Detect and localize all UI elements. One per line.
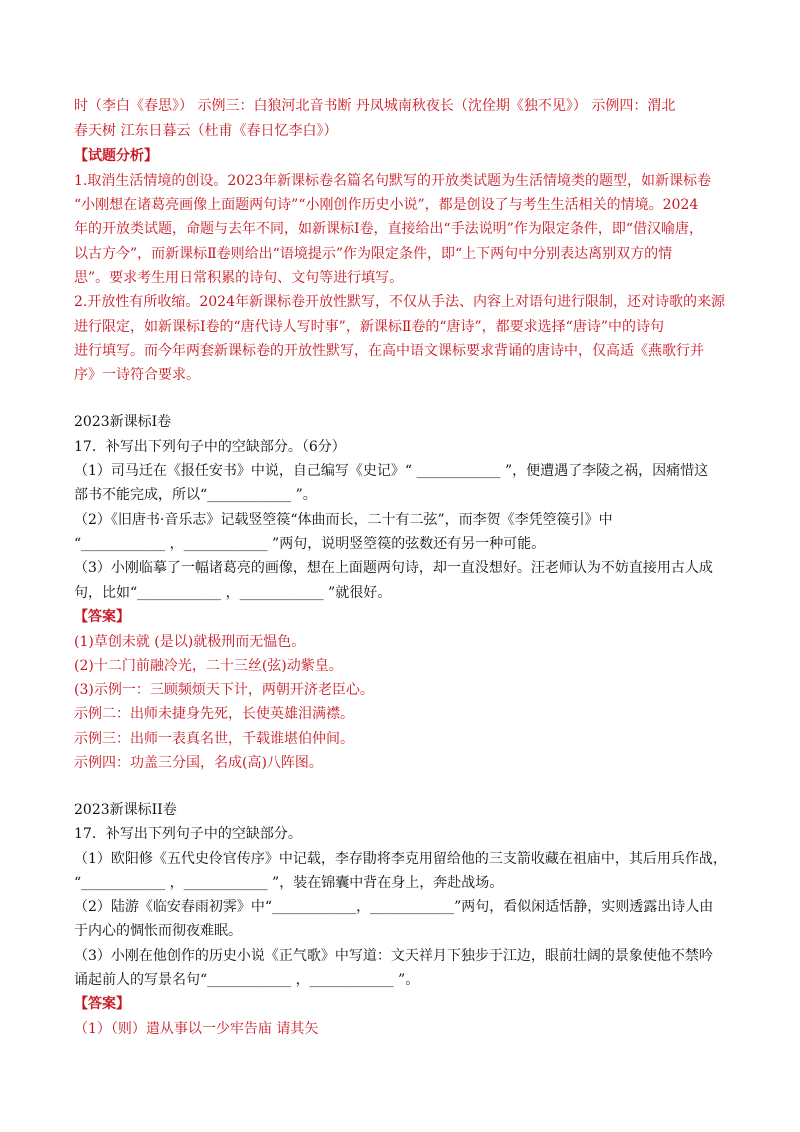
exam1-item-line: （1）司马迁在《报任安书》中说，自己编写《史记》“ ____________ ”，便遭遇了李陵之祸，因痛惜这	[74, 463, 709, 479]
exam2-answer-line: （1）（则）遣从事以一少牢告庙 请其矢	[74, 1021, 319, 1037]
example-line-2: 春天树 江东日暮云（杜甫《春日忆李白》）	[74, 123, 338, 139]
exam1-item-line: “____________ ，____________ ”两句，说明竖箜篌的弦数还有另一种可能。	[74, 536, 546, 552]
analysis-line: 进行填写。而今年两套新课标卷的开放性默写，在高中语文课标要求背诵的唐诗中，仅高适《燕歌行并	[74, 343, 704, 359]
exam1-item-line: 部书不能完成，所以“____________ ”。	[74, 487, 317, 503]
exam2-item-line: 诵起前人的写景名句“____________ ，____________ ”。	[74, 972, 420, 988]
exam1-item-line: （2）《旧唐书·音乐志》记载竖箜篌“体曲而长，二十有二弦”，而李贺《李凭箜篌引》中	[74, 512, 613, 528]
analysis-line: 以古方今”，而新课标Ⅱ卷则给出“语境提示”作为限定条件，即“上下两句中分别表达离别双方的情	[74, 246, 673, 262]
exam1-answer-line: (3)示例一：三顾频烦天下计，两朝开济老臣心。	[74, 682, 374, 698]
exam2-item-line: （2）陆游《临安春雨初霁》中“____________，____________”两句，看似闲适恬静，实则透露出诗人由	[74, 899, 714, 915]
exam1-answer-line: (2)十二门前融冷光，二十三丝(弦)动紫皇。	[74, 658, 343, 674]
exam2-item-line: （3）小刚在他创作的历史小说《正气歌》中写道：文天祥月下独步于江边，眼前壮阔的景象使他不禁吟	[74, 948, 713, 964]
exam2-item-line: “____________ ，____________ ”，装在锦囊中背在身上，奔赴战场。	[74, 875, 504, 891]
exam1-item-line: 句，比如“____________ ，____________ ”就很好。	[74, 585, 392, 601]
analysis-line: 进行限定，如新课标Ⅰ卷的“唐代诗人写时事”，新课标Ⅱ卷的“唐诗”，都要求选择“唐诗”中的诗句	[74, 319, 664, 335]
exam1-answer-line: 示例二：出师未捷身先死，长使英雄泪满襟。	[74, 706, 354, 722]
exam2-item-line: （1）欧阳修《五代史伶官传序》中记载，李存勖将李克用留给他的三支箭收藏在祖庙中，其后用兵作战，	[74, 851, 727, 867]
exam1-title: 2023新课标Ⅰ卷	[74, 414, 172, 430]
analysis-heading: 【试题分析】	[74, 148, 158, 164]
exam1-item-line: （3）小刚临摹了一幅诸葛亮的画像，想在上面题两句诗，却一直没想好。汪老师认为不妨直接用古人成	[74, 560, 713, 576]
exam2-item-line: 于内心的惆怅而彻夜难眠。	[74, 923, 242, 939]
exam1-answer-line: 示例四：功盖三分国，名成(高)八阵图。	[74, 755, 323, 771]
exam2-answer-heading: 【答案】	[74, 996, 130, 1012]
analysis-line: 序》一诗符合要求。	[74, 367, 200, 383]
exam1-answer-heading: 【答案】	[74, 609, 130, 625]
analysis-line: “小刚想在诸葛亮画像上面题两句诗”“小刚创作历史小说”，都是创设了与考生生活相关的情境。2024	[74, 197, 699, 213]
exam2-question: 17．补写出下列句子中的空缺部分。	[74, 826, 302, 842]
exam1-answer-line: (1)草创未就 (是以)就极刑而无愠色。	[74, 634, 306, 650]
analysis-line: 2.开放性有所收缩。2024年新课标卷开放性默写，不仅从手法、内容上对语句进行限制，还对诗歌的来源	[74, 294, 725, 310]
analysis-line: 年的开放类试题，命题与去年不同，如新课标Ⅰ卷，直接给出“手法说明”作为限定条件，即“借汉喻唐，	[74, 221, 703, 237]
exam2-title: 2023新课标II卷	[74, 802, 177, 818]
analysis-line: 思”。要求考生用日常积累的诗句、文句等进行填写。	[74, 270, 404, 286]
exam1-question: 17．补写出下列句子中的空缺部分。（6分）	[74, 439, 346, 455]
analysis-line: 1.取消生活情境的创设。2023年新课标卷名篇名句默写的开放类试题为生活情境类的题型，如新课标卷	[74, 173, 711, 189]
example-line-1: 时（李白《春思》） 示例三：白狼河北音书断 丹凤城南秋夜长（沈佺期《独不见》） 示例四：渭北	[74, 98, 676, 114]
exam1-answer-line: 示例三：出师一表真名世，千载谁堪伯仲间。	[74, 731, 354, 747]
